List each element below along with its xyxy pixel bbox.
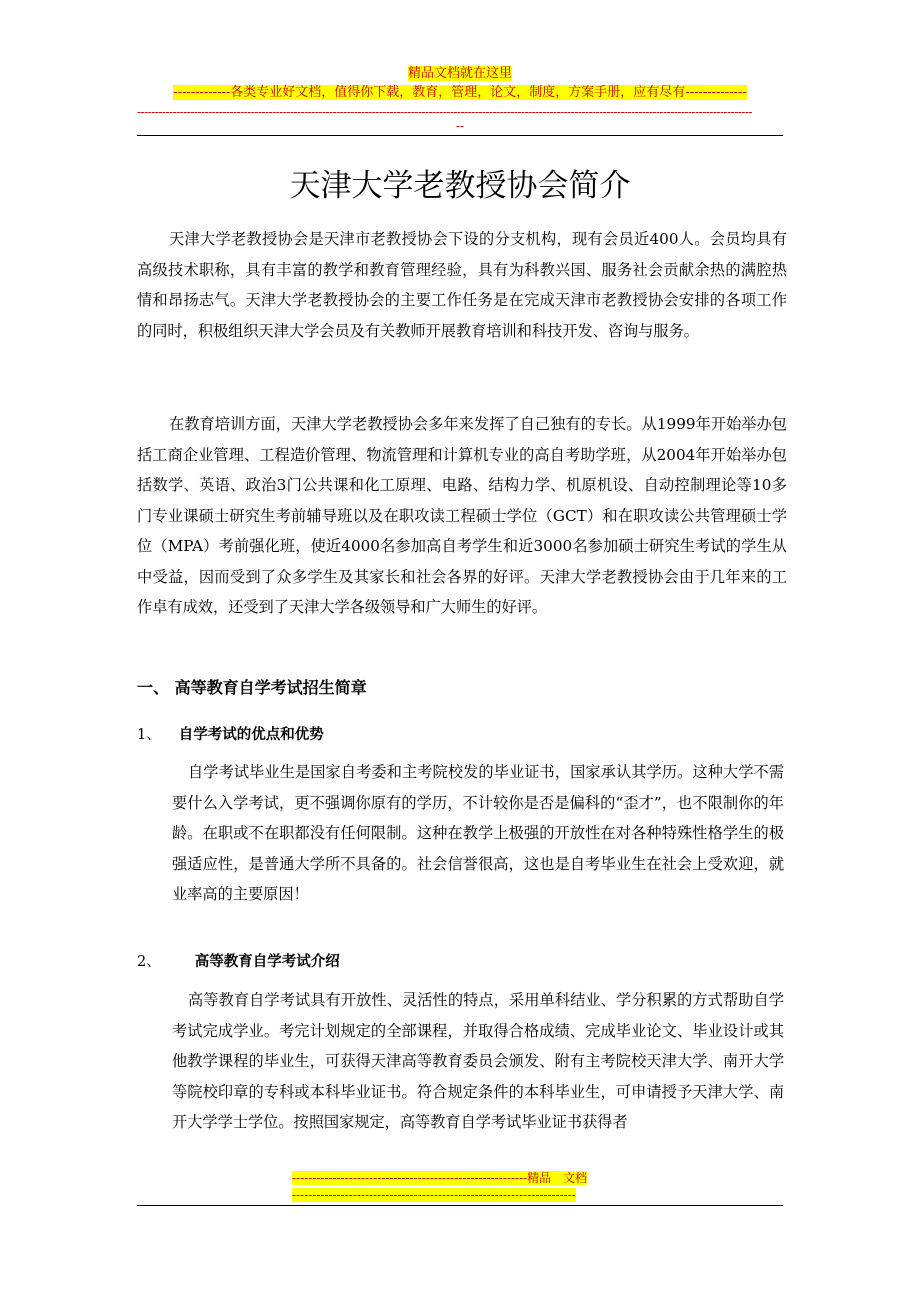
item-1-title: 自学考试的优点和优势	[178, 727, 324, 743]
footer-line2	[292, 1187, 576, 1203]
footer-rule	[137, 1205, 783, 1206]
footer-dashes: ----------------------------------------------------------------------	[292, 1188, 576, 1202]
intro-paragraph-2: 在教育培训方面，天津大学老教授协会多年来发挥了自己独有的专长。从1999年开始举办包括工商企业管理、工程造价管理、物流管理和计算机专业的高自考助学班，从2004年开始举办包括数学、英语、政治3门公共课和化工原理、电路、结构力学、机原机设、自动控制理论等10多门专业课硕士研究生考前辅导班以及在职攻读工程硕士学位（GCT）和在职攻读公共管理硕士学位（MPA）考前强化班，使近4000名参加高自考学生和近3000名参加硕士研究生考试的学生从中受益，因而受到了众多学生及其家长和社会各界的好评。天津大学老教授协会由于几年来的工作卓有成效，还受到了天津大学各级领导和广大师生的好评。	[137, 415, 787, 616]
header-rule	[137, 135, 783, 136]
page-title: 天津大学老教授协会简介	[289, 168, 631, 204]
item-2-number: 2、	[137, 954, 161, 970]
item-2-text: 高等教育自学考试具有开放性、灵活性的特点，采用单科结业、学分积累的方式帮助自学考试完成学业。考完计划规定的全部课程，并取得合格成绩、完成毕业论文、毕业设计或其他教学课程的毕业生，可获得天津高等教育委员会颁发、附有主考院校天津大学、南开大学等院校印章的专科或本科毕业证书。符合规定条件的本科毕业生，可申请授予天津大学、南开大学学士学位。按照国家规定，高等教育自学考试毕业证书获得者	[172, 991, 784, 1131]
footer-text: ----------------------------------------------------------精品 文档	[292, 1171, 588, 1185]
intro-paragraph-1: 天津大学老教授协会是天津市老教授协会下设的分支机构，现有会员近400人。会员均具有高级技术职称，具有丰富的教学和教育管理经验，具有为科教兴国、服务社会贡献余热的满腔热情和昂扬志气。天津大学老教授协会的主要工作任务是在完成天津市老教授协会安排的各项工作的同时，积极组织天津大学会员及有关教师开展教育培训和科技开发、咨询与服务。	[137, 230, 787, 340]
item-2-heading	[137, 950, 340, 974]
header-dashes: -----------------------------------------------------------------------------------------------------------------------------------------------------------------------------	[137, 105, 752, 119]
item-1-number: 1、	[137, 727, 161, 743]
header-banner-line2	[0, 85, 920, 101]
header-dashes-tail: --	[455, 119, 465, 133]
item-2-title: 高等教育自学考试介绍	[194, 954, 340, 970]
section-heading: 一、 高等教育自学考试招生简章	[137, 678, 367, 697]
header-title: 精品文档就在这里	[407, 66, 512, 81]
item-1-heading	[137, 723, 324, 747]
header-banner-line1	[0, 66, 920, 82]
item-1-text: 自学考试毕业生是国家自考委和主考院校发的毕业证书，国家承认其学历。这种大学不需要什么入学考试，更不强调你原有的学历，不计较你是否是偏科的“歪才”，也不限制你的年龄。在职或不在职都没有任何限制。这种在教学上极强的开放性在对各种特殊性格学生的极强适应性，是普通大学所不具备的。社会信誉很高，这也是自考毕业生在社会上受欢迎，就业率高的主要原因！	[172, 763, 784, 903]
header-subtitle: -------------各类专业好文档，值得你下载，教育，管理，论文，制度，方案手册，应有尽有--------------	[173, 85, 747, 100]
footer-line1	[292, 1170, 587, 1186]
